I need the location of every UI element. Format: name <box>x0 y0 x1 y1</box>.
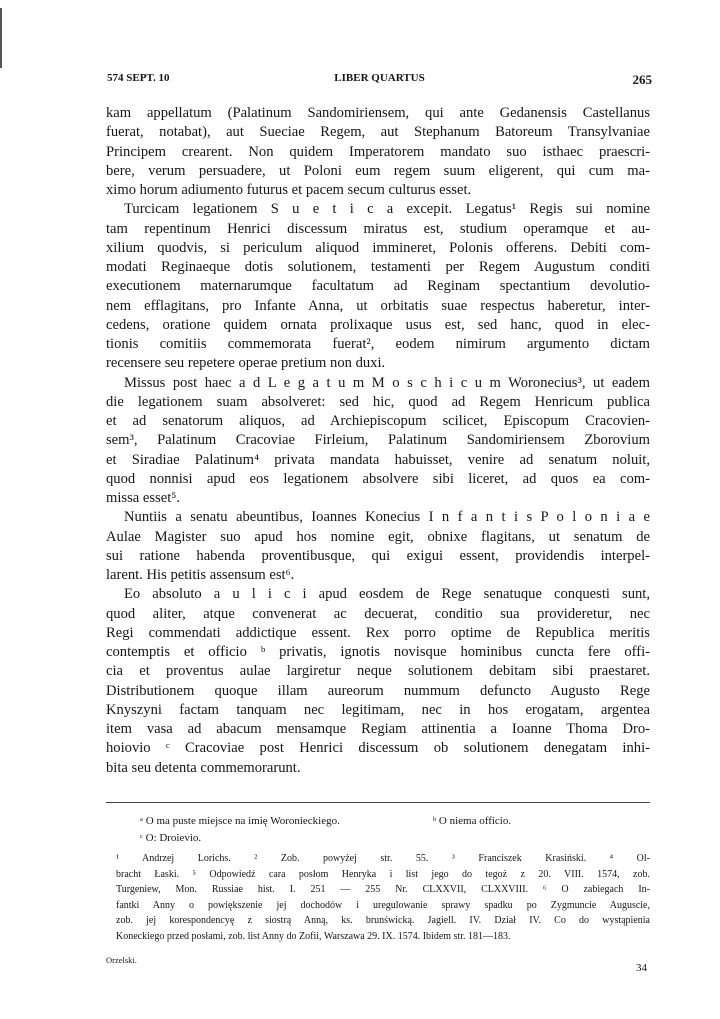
footnote-line: bracht Łaski. ⁵ Odpowiedź cara posłom Henryka i list jego do tegoż z 20. VIII. 1574, zob. <box>116 868 650 880</box>
text-line: sui ratione habenda proventibusque, qui exigui essent, providendis interpel- <box>106 547 650 564</box>
text-line: die legationem suam absolveret: sed hic, quod ad Regem Henricum publica <box>106 393 650 410</box>
text-line: ximo horum adiumento futurus et pacem secum culturus esset. <box>106 182 472 198</box>
text-line: executionem maternarumque facultatum ad Reginam spectantium devolutio- <box>106 278 650 295</box>
text-line: quod nonnisi apud eos legationem absolvere sibi liceret, ad quos ea com- <box>106 470 650 487</box>
text-line: hoiovio ᶜ Cracoviae post Henrici discessum ob solutionem denegatam inhi- <box>106 740 650 757</box>
text-line: contemptis et officio ᵇ privatis, ignotis novisque hominibus cuncta fere offi- <box>106 644 650 660</box>
footnote-line: Koneckiego przed posłami, zob. list Anny do Zofii, Warszawa 29. IX. 1574. Ibidem str. 181—183. <box>116 930 511 942</box>
apparatus-note-b: ᵇ O niema officio. <box>432 815 512 827</box>
critical-apparatus <box>140 813 650 847</box>
text-line: xilium quodvis, si periculum aliquod immineret, Polonis offerens. Debiti com- <box>106 239 650 256</box>
text-line: Regi commendati addictique essent. Rex porro optime de Republica meritis <box>106 624 650 641</box>
text-line: Distributionem quoque illam aureorum nummum defuncto Augusto Rege <box>106 682 650 699</box>
running-head-title: LIBER QUARTUS <box>334 72 425 84</box>
text-line: tionis comitiis commemorata fuerat², eodem nimirum argumento dictam <box>106 336 650 352</box>
text-line: recensere seu repetere operae pretium non duxi. <box>106 355 386 372</box>
footnote-line: ¹ Andrzej Lorichs. ² Zob. powyżej str. 55. ³ Franciszek Krasiński. ⁴ Ol- <box>116 853 650 864</box>
main-text <box>106 104 650 778</box>
running-head <box>107 72 652 90</box>
text-line: et ad senatorum aliquos, ad Archiepiscopum scilicet, Episcopum Cracovien- <box>106 413 650 429</box>
printer-mark: Orzelski. <box>106 955 137 965</box>
footnote-rule <box>106 802 650 803</box>
text-line: cia et proventus aulae largiretur neque solutionem debitam sibi praestaret. <box>106 663 650 680</box>
text-line: larent. His petitis assensum est⁶. <box>106 567 295 583</box>
text-line: Eo absoluto a u l i c i apud eosdem de Rege senatuque conquesti sunt, <box>124 586 650 603</box>
text-line: missa esset⁵. <box>106 490 180 506</box>
signature-mark: 34 <box>636 962 647 974</box>
footnote-line: Turgeniew, Mon. Russiae hist. I. 251 — 255 Nr. CLXXVII, CLXXVIII. ⁶ O zabiegach In- <box>116 884 650 896</box>
text-line: Knyszyni factam tanquam nec legitimam, nec in hos erogatam, argentea <box>106 701 650 718</box>
text-line: Principem crearent. Non quidem Imperatorem mandato suo isthaec praescri- <box>106 143 650 160</box>
text-line: modati Reginaeque dotis solutionem, testamenti per Regem Augustum conditi <box>106 259 650 275</box>
page-number: 265 <box>632 72 652 87</box>
footnote-line: fantki Anny o powiększenie jej dochodów i uregulowanie sprawy spadku po Zygmuncie Auguscie, <box>116 899 650 911</box>
text-line: et Siradiae Palatinum⁴ privata mandata habuisset, venire ad senatum noluit, <box>106 451 650 468</box>
text-line: kam appellatum (Palatinum Sandomiriensem, qui ante Gedanensis Castellanus <box>106 105 650 121</box>
text-line: Missus post haec a d L e g a t u m M o s c h i c u m Woronecius³, ut eadem <box>124 374 650 391</box>
text-line: cedens, oratione quidem ornata prolixaque usus est, sed hanc, quod in elec- <box>106 316 650 333</box>
footnotes <box>116 851 650 945</box>
text-line: nem efflagitans, pro Infante Anna, ut orbitatis suae respectus haberetur, inter- <box>106 297 650 314</box>
apparatus-note-c: ᶜ O: Droievio. <box>140 832 202 844</box>
binding-edge <box>0 8 2 68</box>
text-line: bere, verum persuadere, ut Poloni eum regem suum eligerent, qui cum ma- <box>106 162 650 179</box>
text-line: item vasa ad abacum mensamque Regiam attinentia a Ioanne Thoma Dro- <box>106 721 650 737</box>
apparatus-note-a: ᵃ O ma puste miejsce na imię Woronieckiego. <box>140 815 340 827</box>
text-line: Nuntiis a senatu abeuntibus, Ioannes Konecius I n f a n t i s P o l o n i a e <box>124 509 650 526</box>
running-head-date: 574 SEPT. 10 <box>107 72 170 84</box>
text-line: Aulae Magister suo apud hos nomine egit, obnixe flagitans, ut senatum de <box>106 528 650 545</box>
text-line: bita seu detenta commemorarunt. <box>106 759 301 776</box>
text-line: fuerat, notabat), aut Sueciae Regem, aut Stephanum Batoreum Transylvaniae <box>106 124 650 141</box>
text-line: Turcicam legationem S u e t i c a excepit. Legatus¹ Regis sui nomine <box>124 201 650 218</box>
text-line: tam repentinum Henrici discessum miratus est, studium operamque et au- <box>106 220 650 237</box>
footnote-line: zob. jej korespondencyę z siostrą Anną, ks. brunświcką. Jagiell. IV. Dział IV. Co do wystąpienia <box>116 915 650 927</box>
text-line: sem³, Palatinum Cracoviae Firleium, Palatinum Sandomiriensem Zborovium <box>106 432 650 449</box>
text-line: quod aliter, atque convenerat ac decuerat, conditio sua provideretur, nec <box>106 605 650 622</box>
